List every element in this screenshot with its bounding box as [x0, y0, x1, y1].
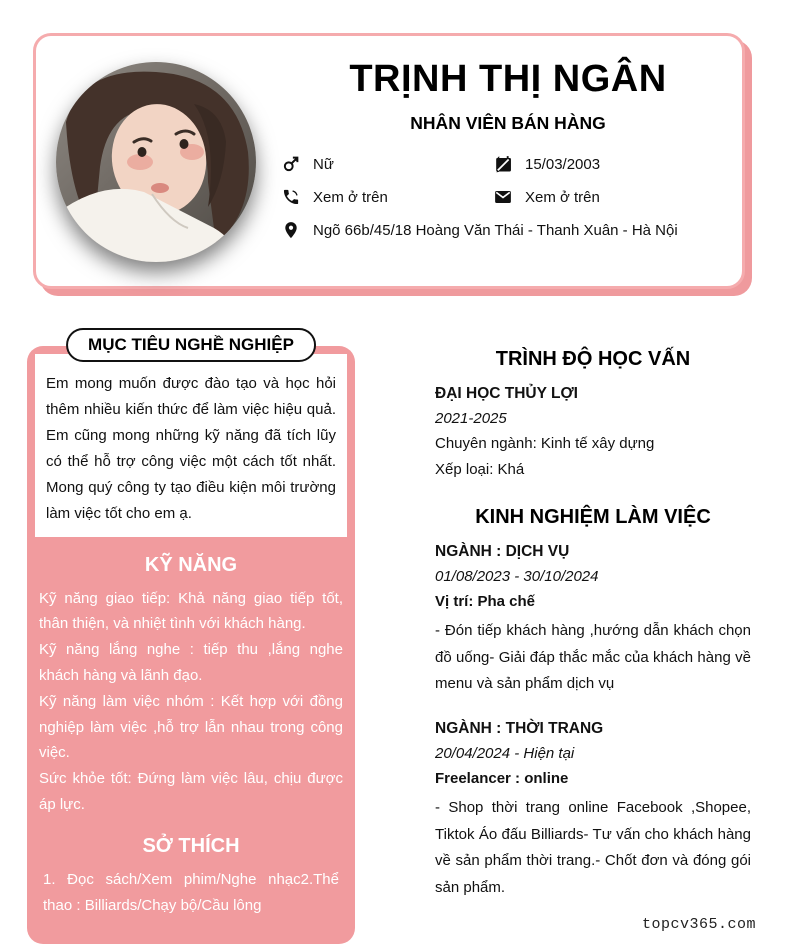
- experience-role: Freelancer : online: [435, 770, 569, 788]
- header-card: [33, 33, 745, 289]
- mail-icon: [494, 188, 512, 206]
- experience-period: 01/08/2023 - 30/10/2024: [435, 568, 599, 585]
- objective-heading: MỤC TIÊU NGHỀ NGHIỆP: [66, 328, 316, 362]
- profile-photo: [56, 62, 256, 262]
- info-row-dob: [494, 154, 734, 176]
- contact-info: [282, 154, 734, 241]
- dob-value: 15/03/2003: [525, 156, 601, 173]
- skill-item: Sức khỏe tốt: Đứng làm việc lâu, chịu được áp lực.: [39, 770, 343, 813]
- experience-entry: [435, 543, 751, 698]
- candidate-name: TRỊNH THỊ NGÂN: [349, 58, 667, 100]
- experience-heading: KINH NGHIỆM LÀM VIỆC: [475, 506, 711, 528]
- gender-icon: [282, 155, 300, 173]
- left-panel: [27, 335, 355, 944]
- info-row-email: [494, 187, 734, 209]
- gender-value: Nữ: [313, 156, 334, 173]
- education-rank: Xếp loại: Khá: [435, 461, 525, 478]
- info-row-gender: [282, 154, 494, 176]
- experience-industry: NGÀNH : DỊCH VỤ: [435, 543, 570, 560]
- profile-photo-placeholder: [56, 62, 256, 262]
- phone-icon: [282, 188, 300, 206]
- calendar-edit-icon: [494, 155, 512, 173]
- experience-description: - Shop thời trang online Facebook ,Shopee, Tiktok Áo đấu Billiards- Tư vấn cho khách hàng về sản phẩm thời trang.- Chốt đơn và đóng gói sản phẩm.: [435, 799, 751, 897]
- education-school: ĐẠI HỌC THỦY LỢI: [435, 385, 578, 402]
- hobbies-text: 1. Đọc sách/Xem phim/Nghe nhạc2.Thể thao : Billiards/Chạy bộ/Cầu lông: [43, 870, 339, 914]
- phone-value: Xem ở trên: [313, 188, 388, 206]
- header-right: [282, 48, 734, 241]
- location-pin-icon: [282, 221, 300, 239]
- address-value: Ngõ 66b/45/18 Hoàng Văn Thái - Thanh Xuân - Hà Nội: [313, 221, 678, 239]
- education-major: Chuyên ngành: Kinh tế xây dựng: [435, 435, 655, 452]
- experience-period: 20/04/2024 - Hiện tại: [435, 745, 575, 763]
- skill-item: Kỹ năng làm việc nhóm : Kết hợp với đồng nghiệp làm việc ,hỗ trợ lẫn nhau trong công việc.: [39, 692, 343, 762]
- candidate-title: NHÂN VIÊN BÁN HÀNG: [410, 113, 606, 133]
- skill-item: Kỹ năng lắng nghe : tiếp thu ,lắng nghe khách hàng và lãnh đạo.: [39, 641, 343, 685]
- info-row-phone: [282, 187, 494, 209]
- experience-entry: [435, 720, 751, 902]
- right-column: [435, 346, 751, 924]
- info-row-address: [282, 220, 734, 242]
- experience-description: - Đón tiếp khách hàng ,hướng dẫn khách chọn đồ uống- Giải đáp thắc mắc của khách hàng về menu và sản phẩm dịch vụ: [435, 622, 751, 693]
- objective-text: Em mong muốn được đào tạo và học hỏi thêm nhiều kiến thức để làm việc hiệu quả. Em cũng mong những kỹ năng đã tích lũy có thể hỗ trợ công việc một cách tốt nhất. Mong quý công ty tạo điều kiện môi trường làm việc tốt cho em ạ.: [35, 354, 347, 537]
- skills-heading: KỸ NĂNG: [144, 553, 238, 576]
- hobbies-heading: SỞ THÍCH: [142, 834, 240, 857]
- education-heading: TRÌNH ĐỘ HỌC VẤN: [495, 348, 691, 370]
- experience-role: Vị trí: Pha chế: [435, 593, 536, 610]
- email-value: Xem ở trên: [525, 188, 600, 206]
- skill-item: Kỹ năng giao tiếp: Khả năng giao tiếp tốt, thân thiện, và nhiệt tình với khách hàng.: [39, 589, 343, 633]
- watermark-site: topcv365.com: [641, 916, 756, 933]
- experience-industry: NGÀNH : THỜI TRANG: [435, 720, 604, 738]
- education-period: 2021-2025: [435, 410, 507, 427]
